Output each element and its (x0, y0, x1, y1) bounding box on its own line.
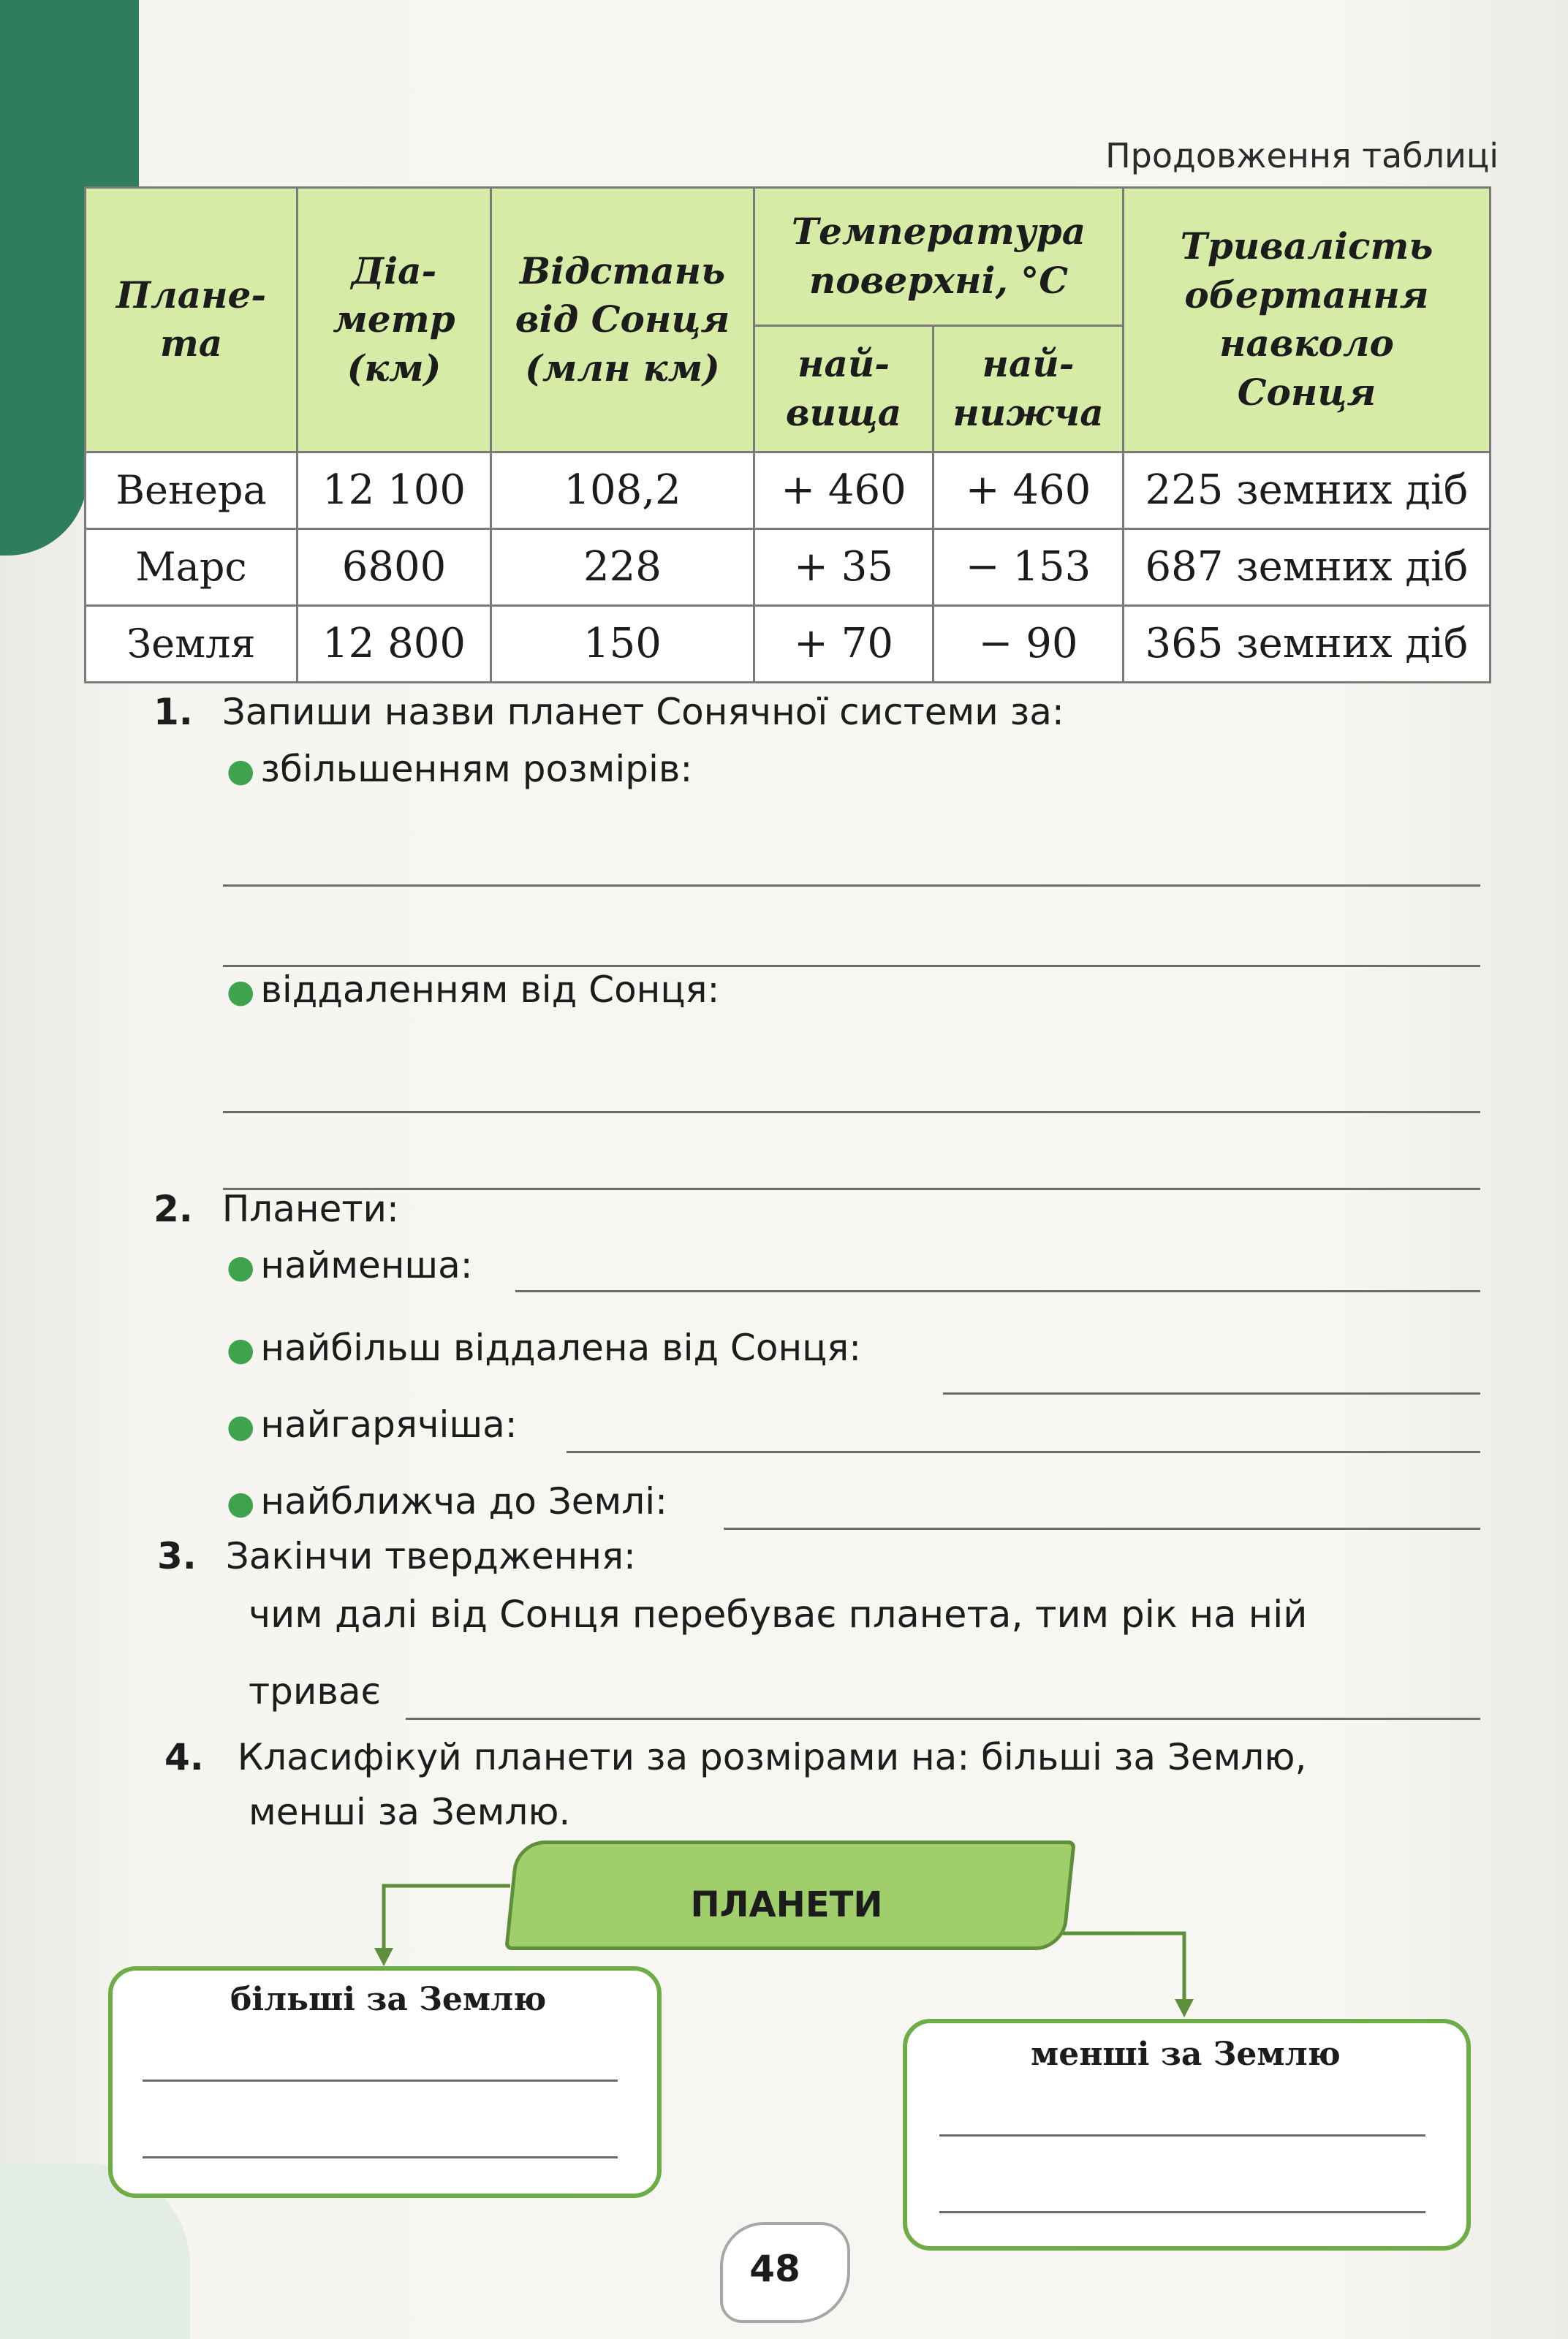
bullet-icon: ● (227, 1485, 255, 1522)
task-4-line2: менші за Землю. (249, 1791, 571, 1833)
bullet-label: збільшенням розмірів: (260, 748, 693, 790)
bigger-box-title: більші за Землю (230, 1981, 547, 2018)
answer-line[interactable] (143, 2156, 618, 2158)
bullet-label: найближча до Землі: (260, 1480, 667, 1523)
planets-root-label: ПЛАНЕТИ (690, 1884, 883, 1925)
cell-distance: 150 (491, 605, 754, 682)
answer-line[interactable] (939, 2134, 1425, 2137)
connector-left (384, 1886, 510, 1952)
cell-max: + 460 (754, 452, 933, 528)
bullet-label: найбільш віддалена від Сонця: (260, 1327, 862, 1369)
cell-diameter: 12 800 (298, 605, 491, 682)
arrow-left-icon (374, 1948, 393, 1966)
task-text: Планети: (221, 1188, 399, 1230)
header-temperature: Температура поверхні, °С (754, 188, 1124, 326)
cell-planet: Земля (86, 605, 298, 682)
task-text: Закінчи твердження: (225, 1535, 636, 1577)
cell-diameter: 6800 (298, 528, 491, 605)
bullet-icon: ● (227, 973, 255, 1010)
answer-line[interactable] (143, 2080, 618, 2082)
header-max-temp: най- вища (754, 325, 933, 452)
cell-max: + 35 (754, 528, 933, 605)
connector-right (1063, 1933, 1184, 2003)
bullet-icon: ● (227, 1408, 255, 1445)
answer-line[interactable] (939, 2211, 1425, 2213)
cell-min: + 460 (933, 452, 1124, 528)
header-distance: Відстань від Сонця (млн км) (491, 188, 754, 452)
header-min-temp: най- нижча (933, 325, 1124, 452)
task-number: 4. (164, 1736, 204, 1778)
header-period: Тривалість обертання навколо Сонця (1124, 188, 1491, 452)
page-number: 48 (749, 2248, 800, 2290)
table-continuation-label: Продовження таблиці (1105, 136, 1499, 175)
header-diameter: Діа- метр (км) (298, 188, 491, 452)
task-3-line1: чим далі від Сонця перебуває планета, тим рік на ній (249, 1593, 1308, 1637)
task-number: 3. (157, 1535, 197, 1577)
task-number: 1. (154, 691, 193, 733)
bullet-label: найгарячіша: (260, 1403, 518, 1446)
cell-min: − 90 (933, 605, 1124, 682)
cell-period: 687 земних діб (1124, 528, 1491, 605)
header-planet: Плане- та (86, 188, 298, 452)
bullet-icon: ● (227, 752, 255, 789)
bullet-label: найменша: (260, 1244, 473, 1286)
cell-max: + 70 (754, 605, 933, 682)
arrow-right-icon (1175, 1999, 1194, 2017)
cell-distance: 228 (491, 528, 754, 605)
task-number: 2. (154, 1188, 193, 1230)
task-text: Класифікуй планети за розмірами на: більші за Землю, (237, 1736, 1307, 1778)
bullet-label: віддаленням від Сонця: (260, 968, 720, 1011)
cell-diameter: 12 100 (298, 452, 491, 528)
task-text: Запиши назви планет Сонячної системи за: (221, 691, 1064, 733)
cell-distance: 108,2 (491, 452, 754, 528)
bullet-icon: ● (227, 1248, 255, 1286)
cell-min: − 153 (933, 528, 1124, 605)
bullet-icon: ● (227, 1331, 255, 1368)
cell-planet: Марс (86, 528, 298, 605)
cell-planet: Венера (86, 452, 298, 528)
smaller-box-title: менші за Землю (1031, 2036, 1341, 2073)
cell-period: 365 земних діб (1124, 605, 1491, 682)
cell-period: 225 земних діб (1124, 452, 1491, 528)
task-3-line2: триває (249, 1670, 381, 1713)
